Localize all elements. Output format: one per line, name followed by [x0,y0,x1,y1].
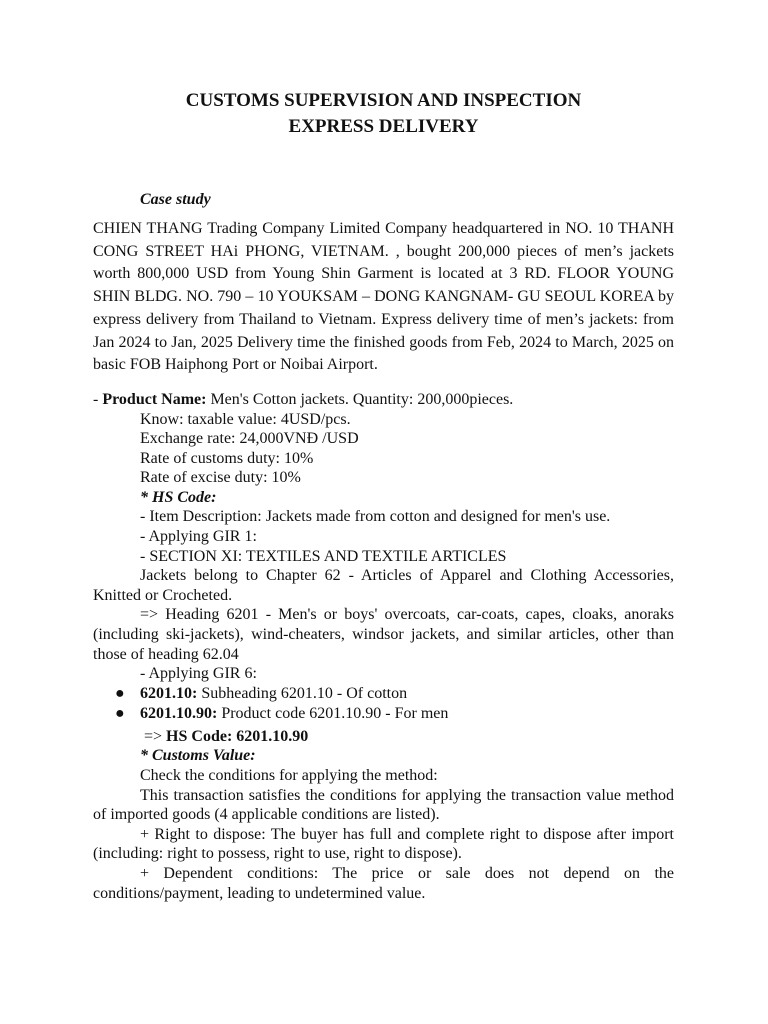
title-line-2: EXPRESS DELIVERY [288,116,479,137]
title-line-1: CUSTOMS SUPERVISION AND INSPECTION [185,90,582,111]
bullet-text: Subheading 6201.10 - Of cotton [197,684,408,702]
bullet-code: 6201.10.90: [140,704,218,722]
hs-chapter: Jackets belong to Chapter 62 - Articles of Apparel and Clothing Accessories, Knitted or Crocheted. [93,567,674,604]
product-name-text: Men's Cotton jackets. Quantity: 200,000pieces. [206,390,514,408]
hs-code-heading: * HS Code: [140,488,217,506]
page-title [93,88,674,140]
customs-value-check: Check the conditions for applying the method: [140,767,438,785]
hs-gir1: - Applying GIR 1: [140,528,257,546]
hs-item-description: - Item Description: Jackets made from cotton and designed for men's use. [140,508,611,526]
product-name-line [93,390,674,410]
hs-heading-6201: => Heading 6201 - Men's or boys' overcoats, car-coats, capes, cloaks, anoraks (including ski-jackets), wind-cheaters, windsor jackets, and similar articles, other than those of heading 62.04 [93,606,674,663]
list-item [93,704,674,724]
fact-excise-duty: Rate of excise duty: 10% [140,469,301,487]
product-prefix: - [93,390,103,408]
fact-exchange-rate: Exchange rate: 24,000VNĐ /USD [140,430,359,448]
case-study-heading: Case study [140,191,211,208]
customs-value-dependent: + Dependent conditions: The price or sale does not depend on the conditions/payment, leading to undetermined value. [93,864,674,902]
product-name-label: Product Name: [102,390,207,408]
customs-value-transaction: This transaction satisfies the conditions for applying the transaction value method of imported goods (4 applicable conditions are listed). [93,786,674,824]
fact-taxable-value: Know: taxable value: 4USD/pcs. [140,410,351,428]
hs-bullet-list [93,684,674,724]
fact-customs-duty: Rate of customs duty: 10% [140,449,314,467]
hs-code-result [93,727,674,747]
hs-gir6: - Applying GIR 6: [140,665,257,683]
bullet-text: Product code 6201.10.90 - For men [217,704,449,722]
hs-result-prefix: => [144,727,167,745]
intro-paragraph: CHIEN THANG Trading Company Limited Company headquartered in NO. 10 THANH CONG STREET HAi PHONG, VIETNAM. , bought 200,000 pieces of men’s jackets worth 800,000 USD from Young Shin Garment is located at 3 RD. FLOOR YOUNG SHIN BLDG. NO. 790 – 10 YOUKSAM – DONG KANGNAM- GU SEOUL KOREA by express delivery from Thailand to Vietnam. Express delivery time of men’s jackets: from Jan 2024 to Jan, 2025 Delivery time the finished goods from Feb, 2024 to March, 2025 on basic FOB Haiphong Port or Noibai Airport. [93,220,674,374]
hs-result-value: HS Code: 6201.10.90 [166,727,309,745]
customs-value-heading: * Customs Value: [140,747,256,765]
list-item [93,684,674,704]
document-page [93,88,674,903]
bullet-code: 6201.10: [140,684,198,702]
hs-section: - SECTION XI: TEXTILES AND TEXTILE ARTICLES [140,547,507,565]
product-section [93,390,674,903]
bullet-icon: ● [115,684,125,702]
customs-value-right: + Right to dispose: The buyer has full and complete right to dispose after import (including: right to possess, right to use, right to dispose). [93,825,674,863]
bullet-icon: ● [115,704,125,722]
